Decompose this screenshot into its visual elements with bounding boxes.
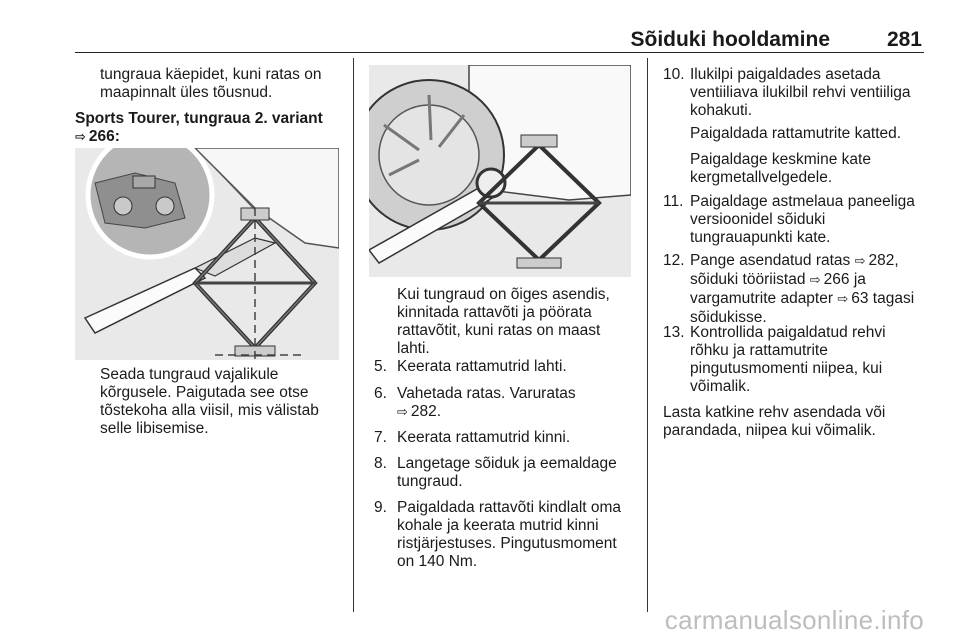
step-text bbox=[397, 455, 617, 491]
wheel-wrench-illustration bbox=[369, 65, 631, 277]
step-line: tungraud. bbox=[397, 473, 463, 490]
page-number: 281 bbox=[886, 28, 922, 51]
step-line: ventiiliava ilukilbil rehvi ventiiliga bbox=[690, 84, 911, 101]
step-line-ref bbox=[397, 403, 576, 422]
wheel-wrench-figure bbox=[369, 65, 631, 277]
step-line: rõhku ja rattamutrite bbox=[690, 342, 828, 359]
ref-page: 282. bbox=[410, 403, 442, 420]
jack-placement-figure bbox=[75, 148, 339, 360]
step-text bbox=[690, 324, 886, 396]
step-line: ristjärjestuses. Pingutusmoment bbox=[397, 535, 617, 552]
wrench-caption bbox=[397, 286, 610, 358]
caption-line-1: Kui tungraud on õiges asendis, bbox=[397, 286, 610, 303]
step-number: 8. bbox=[374, 455, 387, 472]
step-line: Vahetada ratas. Varuratas bbox=[397, 385, 576, 402]
page-header bbox=[75, 28, 924, 52]
caption-line-2: kinnitada rattavõti ja pöörata bbox=[397, 304, 592, 321]
page-reference-icon: ⇨ bbox=[397, 405, 408, 420]
page-reference-icon: ⇨ bbox=[809, 273, 821, 288]
step-line: kergmetallvelgedele. bbox=[690, 169, 833, 186]
step-text: Keerata rattamutrid kinni. bbox=[397, 429, 571, 446]
step-number: 10. bbox=[663, 66, 685, 83]
step-line: Ilukilpi paigaldades asetada bbox=[690, 66, 881, 83]
caption-line-4: selle libisemise. bbox=[100, 420, 209, 437]
section-title: Sõiduki hooldamine bbox=[630, 28, 830, 51]
step-line: on 140 Nm. bbox=[397, 553, 478, 570]
step-number: 6. bbox=[374, 385, 387, 402]
caption-line-1: Seada tungraud vajalikule bbox=[100, 366, 279, 383]
step-number: 9. bbox=[374, 499, 387, 516]
step-line: sõidukisse. bbox=[690, 309, 767, 326]
page-reference-icon: ⇨ bbox=[75, 130, 86, 145]
variant-reference-page: 266: bbox=[88, 128, 120, 145]
watermark: carmanualsonline.info bbox=[664, 605, 924, 635]
step-line: Kontrollida paigaldatud rehvi bbox=[690, 324, 886, 341]
step-line: Paigaldage keskmine kate bbox=[690, 151, 871, 168]
page-reference-icon: ⇨ bbox=[837, 292, 849, 307]
intro-line-1: tungraua käepidet, kuni ratas on bbox=[100, 66, 322, 83]
header-rule bbox=[75, 52, 924, 53]
step-text bbox=[397, 499, 621, 571]
intro-line-2: maapinnalt üles tõusnud. bbox=[100, 84, 273, 101]
jack-placement-illustration bbox=[75, 148, 339, 360]
step-number: 13. bbox=[663, 324, 685, 341]
step-number: 11. bbox=[663, 193, 684, 210]
step-line: Langetage sõiduk ja eemaldage bbox=[397, 455, 617, 472]
step-10-hubcap-covers bbox=[690, 125, 901, 143]
step-line: Paigaldage astmelaua paneeliga bbox=[690, 193, 915, 210]
step-line: võimalik. bbox=[690, 378, 751, 395]
step-line: kohale ja keerata mutrid kinni bbox=[397, 517, 599, 534]
caption-line-3: tõstekoha alla viisil, mis välistab bbox=[100, 402, 319, 419]
column-divider-2 bbox=[647, 58, 648, 612]
closing-line-1: Lasta katkine rehv asendada või bbox=[663, 404, 886, 421]
closing-note bbox=[663, 404, 885, 440]
caption-line-3: rattavõtit, kuni ratas on maast bbox=[397, 322, 601, 339]
step-text bbox=[397, 385, 576, 422]
step-line: Paigaldada rattamutrite katted. bbox=[690, 125, 902, 142]
step-line: versioonidel sõiduki bbox=[690, 211, 826, 228]
placement-caption bbox=[100, 366, 319, 438]
caption-line-4: lahti. bbox=[397, 340, 430, 357]
variant-reference bbox=[75, 128, 120, 147]
step-line: pingutusmomenti niipea, kui bbox=[690, 360, 883, 377]
step-number: 12. bbox=[663, 252, 685, 269]
step-text bbox=[690, 193, 915, 247]
step-line: sõiduki tööriistad ⇨ 266 ja bbox=[690, 271, 866, 288]
step-number: 7. bbox=[374, 429, 387, 446]
variant-heading: Sports Tourer, tungraua 2. variant bbox=[75, 110, 323, 127]
step-number: 5. bbox=[374, 358, 387, 375]
column-divider-1 bbox=[353, 58, 354, 612]
step-line: kohakuti. bbox=[690, 102, 753, 119]
closing-line-2: parandada, niipea kui võimalik. bbox=[663, 422, 876, 439]
caption-line-2: kõrgusele. Paigutada see otse bbox=[100, 384, 309, 401]
step-text: Keerata rattamutrid lahti. bbox=[397, 358, 567, 375]
step-line: tungrauapunkti kate. bbox=[690, 229, 831, 246]
step-line: Paigaldada rattavõti kindlalt oma bbox=[397, 499, 622, 516]
step-text bbox=[690, 66, 911, 120]
step-text bbox=[690, 252, 914, 327]
step-line: vargamutrite adapter ⇨ 63 tagasi bbox=[690, 290, 915, 307]
step-line: Pange asendatud ratas ⇨ 282, bbox=[690, 252, 899, 269]
step-10-center-cover bbox=[690, 151, 871, 187]
page-reference-icon: ⇨ bbox=[854, 254, 866, 269]
